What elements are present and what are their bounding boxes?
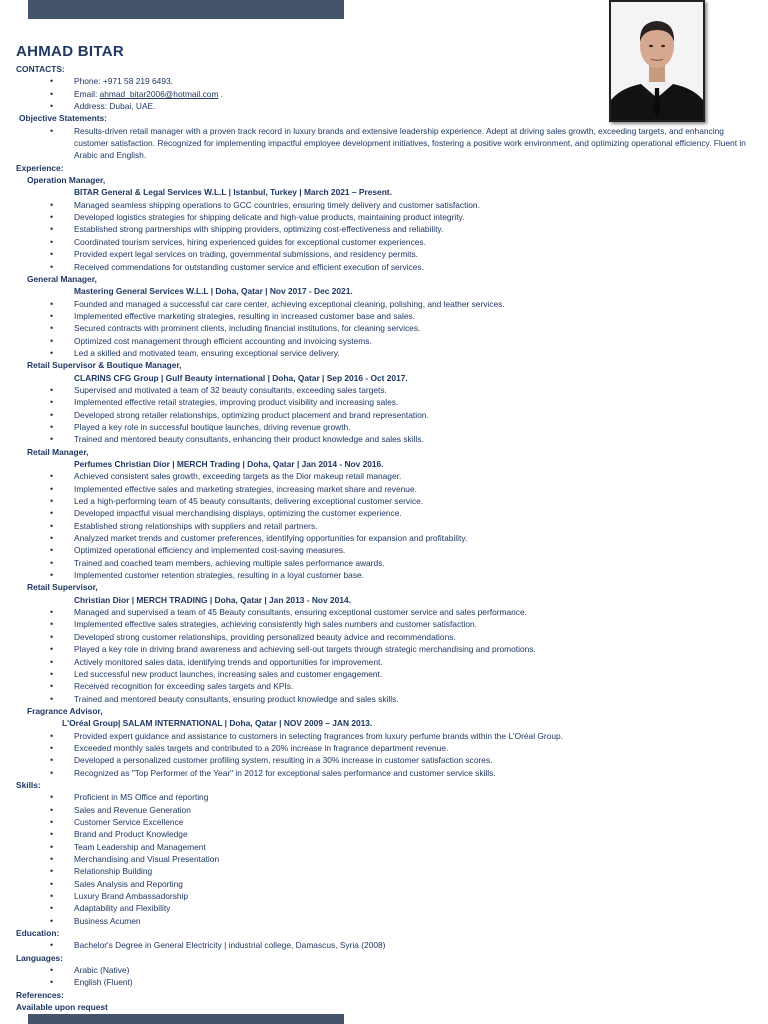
job-bullet: • Implemented effective sales strategies, achieving consistently high sales numbers and customer satisfaction.	[16, 618, 746, 630]
contacts-heading: CONTACTS:	[16, 64, 65, 74]
job-bullet: • Analyzed market trends and customer preferences, identifying opportunities for expansion and profitability.	[16, 532, 746, 544]
job-bullets	[16, 298, 746, 360]
job-organization: L'Oréal Group| SALAM INTERNATIONAL | Doha, Qatar | NOV 2009 – JAN 2013.	[62, 718, 373, 729]
job-bullet: • Played a key role in successful boutique launches, driving revenue growth.	[16, 421, 746, 433]
resume-content	[16, 63, 746, 1013]
job-bullets	[16, 384, 746, 446]
job-organization: Perfumes Christian Dior | MERCH Trading | Doha, Qatar | Jan 2014 - Nov 2016.	[74, 459, 384, 469]
address-item: • Address: Dubai, UAE.	[16, 100, 746, 112]
job-title: General Manager,	[27, 273, 97, 284]
education-item: • Bachelor's Degree in General Electricity | industrial college, Damascus, Syria (2008)	[16, 939, 746, 951]
job-bullet: • Led successful new product launches, increasing sales and customer engagement.	[16, 668, 746, 680]
skill-item: • Customer Service Excellence	[16, 816, 746, 828]
skill-item: • Proficient in MS Office and reporting	[16, 791, 746, 803]
job-bullet: • Implemented effective sales and marketing strategies, increasing market share and revenue.	[16, 483, 746, 495]
job-bullet: • Implemented effective retail strategies, improving product visibility and increasing sales.	[16, 396, 746, 408]
footer-decor-bar	[28, 1014, 344, 1024]
email-item	[16, 88, 746, 100]
education-list	[16, 939, 746, 951]
job-bullet: • Actively monitored sales data, identifying trends and opportunities for improvement.	[16, 656, 746, 668]
job-bullet: • Founded and managed a successful car care center, achieving exceptional cleaning, polishing, and leather services.	[16, 298, 746, 310]
job-title: Fragrance Advisor,	[27, 705, 103, 716]
job-bullet: • Trained and mentored beauty consultants, ensuring product knowledge and sales skills.	[16, 693, 746, 705]
job-bullet: • Implemented customer retention strategies, resulting in a loyal customer base.	[16, 569, 746, 581]
job-bullet: • Developed impactful visual merchandising displays, optimizing the customer experience.	[16, 507, 746, 519]
job-organization: CLARINS CFG Group | Gulf Beauty international | Doha, Qatar | Sep 2016 - Oct 2017.	[74, 372, 408, 383]
skill-item: • Brand and Product Knowledge	[16, 828, 746, 840]
phone-item: • Phone: +971 58 219 6493.	[16, 75, 746, 87]
job-bullet: • Developed strong customer relationships, providing personalized beauty advice and recommendations.	[16, 631, 746, 643]
skill-item: • Merchandising and Visual Presentation	[16, 853, 746, 865]
experience-jobs	[16, 174, 746, 779]
job-bullet: • Played a key role in driving brand awareness and achieving sell-out targets through strategic merchandising and promotions.	[16, 643, 746, 655]
job-bullet: • Trained and mentored beauty consultants, enhancing their product knowledge and sales skills.	[16, 433, 746, 445]
job-bullet: • Developed a personalized customer profiling system, resulting in a 30% increase in customer satisfaction scores.	[16, 754, 746, 766]
skill-item: • Team Leadership and Management	[16, 841, 746, 853]
skill-item: • Business Acumen	[16, 915, 746, 927]
language-item: • English (Fluent)	[16, 976, 746, 988]
job-organization: BITAR General & Legal Services W.L.L | Istanbul, Turkey | March 2021 – Present.	[74, 187, 392, 198]
job-bullet: • Established strong relationships with suppliers and retail partners.	[16, 520, 746, 532]
objective-text: • Results-driven retail manager with a proven track record in luxury brands and extensive leadership experience. Adept at driving sales growth, exceeding targets, and enhancing customer satisfaction. Recognized for implementing impactful employee development initiatives, fostering a positive work environment, and optimizing operational efficiency. Fluent in Arabic and English.	[16, 125, 746, 162]
job-bullet: • Implemented effective marketing strategies, resulting in increased customer base and sales.	[16, 310, 746, 322]
contacts-list	[16, 75, 746, 112]
job-bullet: • Optimized operational efficiency and implemented cost-saving measures.	[16, 544, 746, 556]
job-bullet: • Led a high-performing team of 45 beauty consultants, delivering exceptional customer service.	[16, 495, 746, 507]
job-title: Retail Supervisor,	[27, 582, 98, 593]
skill-item: • Luxury Brand Ambassadorship	[16, 890, 746, 902]
objective-heading: Objective Statements:	[19, 113, 107, 124]
job-bullet: • Received commendations for outstanding customer service and efficient execution of services.	[16, 261, 746, 273]
languages-heading: Languages:	[16, 952, 63, 963]
skills-list	[16, 791, 746, 927]
email-suffix: .	[218, 88, 224, 99]
email-link[interactable]: ahmad_bitar2006@hotmail.com	[99, 88, 219, 99]
references-text: Available upon request	[16, 1002, 108, 1013]
experience-heading: Experience:	[16, 162, 64, 173]
job-title: Retail Manager,	[27, 446, 89, 457]
references-heading: References:	[16, 989, 64, 1000]
skill-item: • Adaptability and Flexibility	[16, 902, 746, 914]
objective-list	[16, 125, 746, 162]
job-bullet: • Received recognition for exceeding sales targets and KPIs.	[16, 680, 746, 692]
job-bullets	[16, 470, 746, 581]
job-bullet: • Managed seamless shipping operations to GCC countries, ensuring timely delivery and customer satisfaction.	[16, 199, 746, 211]
education-heading: Education:	[16, 928, 60, 939]
skill-item: • Sales Analysis and Reporting	[16, 878, 746, 890]
job-bullet: • Secured contracts with prominent clients, including financial institutions, for cleaning services.	[16, 322, 746, 334]
header-decor-bar	[28, 0, 344, 19]
job-title: Retail Supervisor & Boutique Manager,	[27, 360, 182, 371]
skill-item: • Relationship Building	[16, 865, 746, 877]
job-bullet: • Trained and coached team members, achieving multiple sales performance awards.	[16, 557, 746, 569]
job-bullet: • Developed strong retailer relationships, optimizing product placement and brand representation.	[16, 409, 746, 421]
job-title: Operation Manager,	[27, 175, 106, 186]
job-bullets	[16, 606, 746, 705]
job-bullet: • Exceeded monthly sales targets and contributed to a 20% increase in fragrance department revenue.	[16, 742, 746, 754]
job-bullet: • Supervised and motivated a team of 32 beauty consultants, exceeding sales targets.	[16, 384, 746, 396]
job-bullet: • Recognized as "Top Performer of the Year" in 2012 for exceptional sales performance and customer service skills.	[16, 767, 746, 779]
candidate-name: AHMAD BITAR	[16, 43, 125, 60]
job-bullet: • Established strong partnerships with shipping providers, optimizing cost-effectiveness and reliability.	[16, 223, 746, 235]
job-organization: Christian Dior | MERCH TRADING | Doha, Qatar | Jan 2013 - Nov 2014.	[74, 594, 351, 605]
job-bullet: • Coordinated tourism services, hiring experienced guides for exceptional customer experiences.	[16, 236, 746, 248]
skills-heading: Skills:	[16, 779, 41, 790]
job-bullet: • Provided expert guidance and assistance to customers in selecting fragrances from luxury perfume brands within the L'Oréal Group.	[16, 730, 746, 742]
job-bullet: • Achieved consistent sales growth, exceeding targets as the Dior makeup retail manager.	[16, 470, 746, 482]
job-bullet: • Provided expert legal services on trading, governmental submissions, and residency permits.	[16, 248, 746, 260]
language-item: • Arabic (Native)	[16, 964, 746, 976]
job-organization: Mastering General Services W.L.L | Doha, Qatar | Nov 2017 - Dec 2021.	[74, 286, 353, 297]
job-bullet: • Developed logistics strategies for shipping delicate and high-value products, maintaining product integrity.	[16, 211, 746, 223]
skill-item: • Sales and Revenue Generation	[16, 804, 746, 816]
job-bullet: • Led a skilled and motivated team, ensuring exceptional service delivery.	[16, 347, 746, 359]
job-bullet: • Managed and supervised a team of 45 Beauty consultants, ensuring exceptional customer service and sales performance.	[16, 606, 746, 618]
job-bullets	[16, 199, 746, 273]
job-bullet: • Optimized cost management through efficient accounting and invoicing systems.	[16, 335, 746, 347]
email-label: Email:	[74, 88, 100, 99]
languages-list	[16, 964, 746, 989]
job-bullets	[16, 730, 746, 779]
